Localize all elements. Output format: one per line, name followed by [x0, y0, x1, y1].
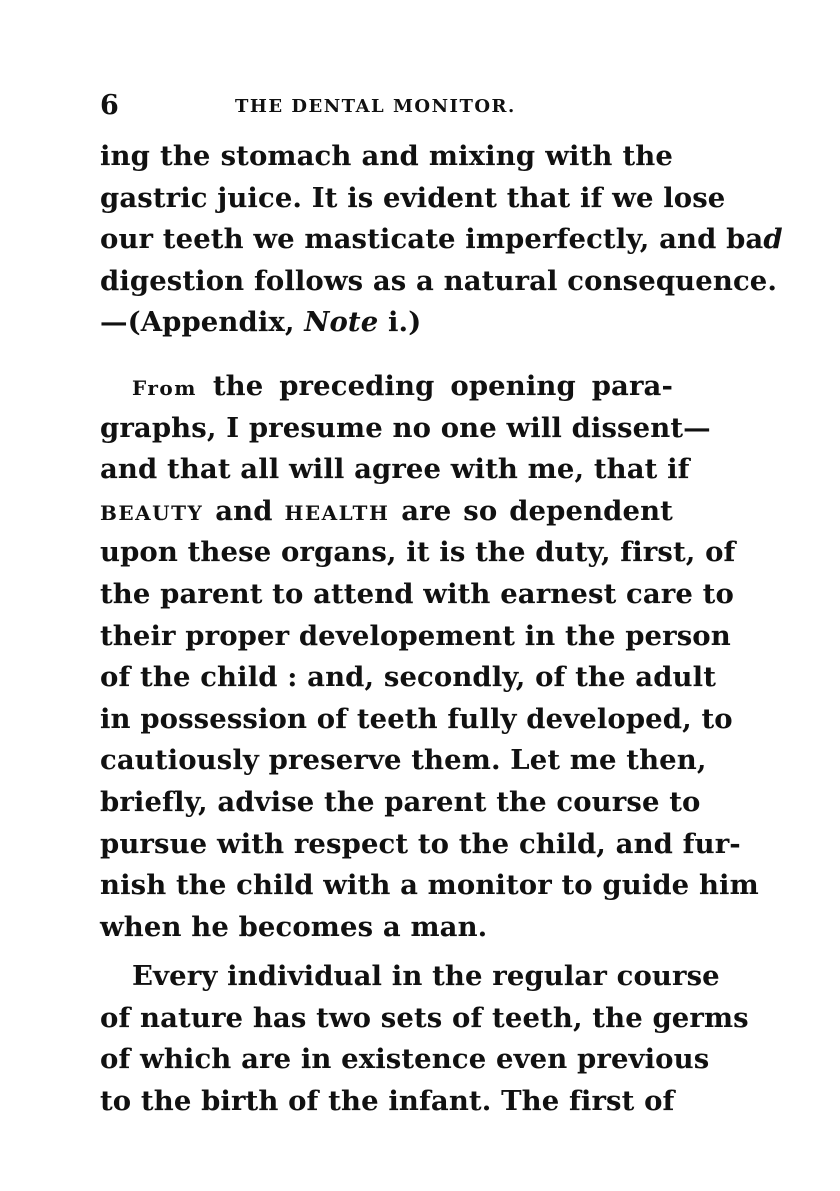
text-fragment: ing the stomach and mixing with [100, 140, 613, 172]
paragraph [100, 956, 749, 1122]
text-line: graphs, I presume no one will dissent— [100, 411, 711, 444]
text-line: of the child : and, secondly, of the adult [100, 661, 716, 694]
text-line: their proper developement in the person [100, 619, 731, 652]
running-title: THE DENTAL MONITOR. [235, 96, 516, 117]
small-caps-word: HEALTH [284, 500, 390, 525]
text-line: of which are in existence even previous [100, 1043, 710, 1076]
text-line: in possession of teeth fully developed, to [100, 702, 733, 735]
text-line: upon these organs, it is the duty, first, of [100, 536, 736, 569]
text-line: and that all will agree with me, that if [100, 453, 690, 486]
text-line: of nature has two sets of teeth, the germs [100, 1001, 749, 1034]
text-fragment: are so dependent [401, 494, 673, 527]
text-line [100, 491, 673, 533]
text-fragment: se [692, 181, 726, 214]
text-fragment: the preceding opening para- [212, 369, 673, 402]
paragraph [100, 366, 759, 948]
paragraph-continuation [100, 136, 783, 344]
small-caps-lead-word: From [132, 375, 197, 400]
text-fragment: the [622, 140, 673, 172]
appendix-note-reference: Note [304, 306, 379, 339]
running-head [100, 92, 680, 120]
text-line: digestion follows as a natural consequence. [100, 264, 778, 297]
text-line [100, 302, 673, 344]
text-fragment: our teeth we masticate imperfectly, and ba [100, 223, 764, 256]
text-line: nish the child with a monitor to guide him [100, 869, 759, 902]
text-line: cautiously preserve them. Let me then, [100, 744, 707, 777]
text-fragment: d [763, 223, 783, 256]
small-caps-word: BEAUTY [100, 500, 204, 525]
text-line [100, 178, 726, 220]
text-fragment: and [215, 494, 273, 527]
text-line: to the birth of the infant. The first of [100, 1085, 675, 1118]
text-line: the parent to attend with earnest care to [100, 577, 734, 610]
text-line: when he becomes a man. [100, 910, 488, 943]
text-line [100, 219, 783, 261]
text-fragment: i.) [388, 306, 422, 339]
text-line [100, 366, 673, 408]
text-line: pursue with respect to the child, and fur- [100, 827, 741, 860]
body-text [100, 136, 783, 1123]
page-number: 6 [100, 90, 119, 121]
text-line: Every individual in the regular course [132, 960, 720, 993]
text-fragment: —(Appendix, [100, 306, 295, 339]
text-line [100, 136, 673, 178]
text-fragment: gastric juice. It is evident that if we lo [100, 181, 693, 214]
text-line: briefly, advise the parent the course to [100, 785, 701, 818]
